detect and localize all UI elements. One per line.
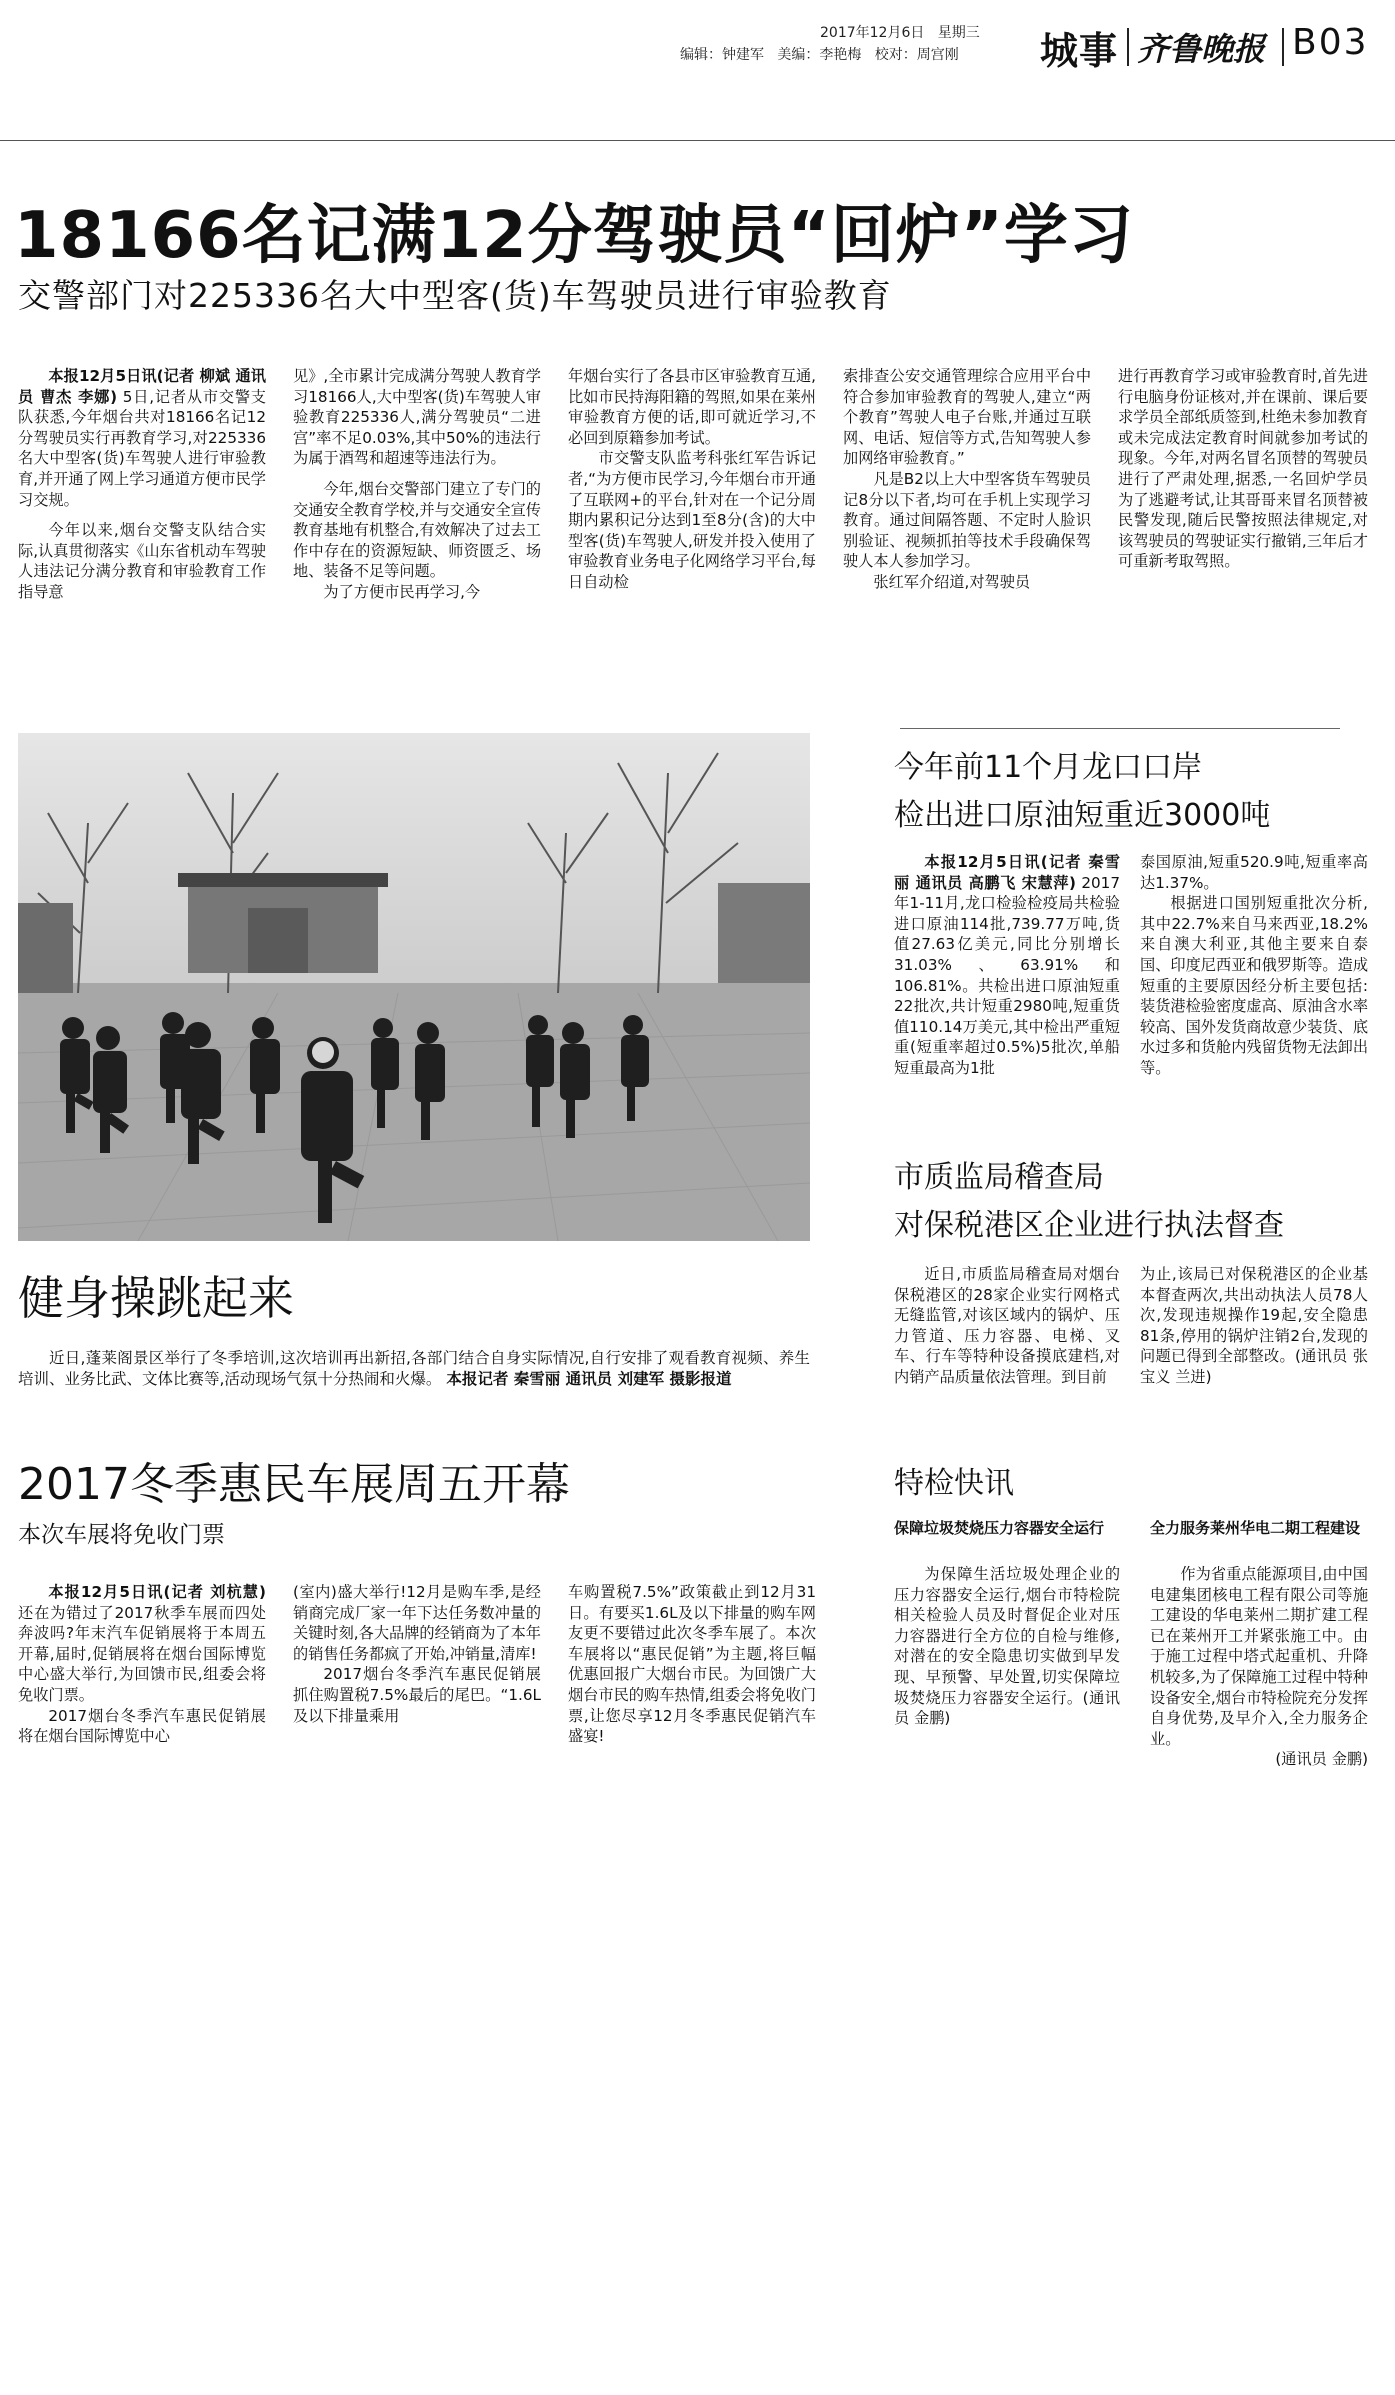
lead-col-3: [568, 366, 816, 686]
lead-text-2c: 为了方便市民再学习,今: [323, 582, 481, 601]
car-text-1: 还在为错过了2017秋季车展而四处奔波吗?年末汽车促销展将于本周五开幕,届时,促销展将在烟台国际博览中心盛大举行,为回馈市民,组委会将免收门票。: [18, 1603, 266, 1704]
tejian-item-2-body: 作为省重点能源项目,由中国电建集团核电工程有限公司等施工建设的华电莱州二期扩建工程已在莱州开工并紧张施工中。由于施工过程中塔式起重机、升降机较多,为了保障施工过程中特种设备安全,烟台市特检院充分发挥自身优势,及早介入,全力服务企业。: [1150, 1565, 1368, 1748]
lead-byline: 本报12月5日讯(记者 柳斌 通讯员 曹杰 李娜): [18, 367, 266, 406]
editor: 编辑：钟建军: [680, 47, 764, 63]
art-editor: 美编：李艳梅: [777, 47, 862, 63]
car-col-2: [293, 1582, 541, 1812]
crude-text-2b: 根据进口国别短重批次分析,其中22.7%来自马来西亚,18.2%来自澳大利亚,其他主要来自泰国、印度尼西亚和俄罗斯等。造成短重的主要原因经分析主要包括:装货港检验密度虚高、原油含水率较高、国外发货商故意少装货、底水过多和货舱内残留货物无法卸出等。: [1140, 894, 1368, 1077]
tejian-item-1-body: 为保障生活垃圾处理企业的压力容器安全运行,烟台市特检院相关检验人员及时督促企业对压力容器进行全方位的自检与维修,对潜在的安全隐患切实做到早发现、早预警、早处置,切实保障垃圾焚烧压力容器安全运行。(通讯员 金鹏): [894, 1565, 1120, 1728]
crude-text-2: 泰国原油,短重520.9吨,短重率高达1.37%。: [1140, 853, 1368, 892]
paper-logo: 齐鲁晚报: [1137, 30, 1266, 68]
lead-col-1: [18, 366, 266, 686]
car-col-3: [568, 1582, 816, 1812]
quality-text-2: 为止,该局已对保税港区的企业基本督查两次,共出动执法人员78人次,发现违规操作19起,安全隐患81条,停用的锅炉注销2台,发现的问题已得到全部整改。(通讯员 张宝义 兰进): [1140, 1265, 1368, 1386]
lead-col-5: [1118, 366, 1368, 686]
tejian-item-1-title: 保障垃圾焚烧压力容器安全运行: [894, 1519, 1105, 1537]
weekday: 星期三: [937, 25, 980, 41]
staff-credits: [680, 46, 959, 64]
lead-text-1b: 今年以来,烟台交警支队结合实际,认真贯彻落实《山东省机动车驾驶人违法记分满分教育和审验教育工作指导意: [18, 521, 266, 601]
date: 2017年12月6日: [820, 25, 925, 41]
crude-text-1: 2017年1-11月,龙口检验检疫局共检验进口原油114批,739.77万吨,货值27.63亿美元,同比分别增长31.03%、63.91%和106.81%。共检出进口原油短重22批次,共计短重2980吨,短重货值110.14万美元,其中检出严重短重(短重率超过0.5%)5批次,单船短重最高为1批: [894, 873, 1120, 1077]
crude-headline-2: 检出进口原油短重近3000吨: [894, 798, 1271, 833]
tejian-item-2-credit: (通讯员 金鹏): [1275, 1750, 1368, 1769]
lead-text-3: 年烟台实行了各县市区审验教育互通,比如市民持海阳籍的驾照,如果在莱州审验教育方便的话,即可就近学习,不必回到原籍参加考试。: [568, 367, 816, 447]
car-subhead: 本次车展将免收门票: [18, 1522, 225, 1548]
quality-headline-1: 市质监局稽查局: [894, 1160, 1104, 1195]
lead-col-4: [843, 366, 1091, 686]
tejian-section-title: 特检快讯: [894, 1466, 1014, 1501]
crude-headline-1: 今年前11个月龙口口岸: [894, 750, 1203, 785]
issue-date: [820, 24, 980, 42]
lead-text-4b: 凡是B2以上大中型客货车驾驶员记8分以下者,均可在手机上实现学习教育。通过间隔答题、不定时人脸识别验证、视频抓拍等技术手段确保驾驶人本人参加学习。: [843, 469, 1091, 571]
car-col-1: [18, 1582, 266, 1812]
crude-col-2: [1140, 852, 1368, 1142]
lead-text-2b: 今年,烟台交警部门建立了专门的交通安全教育学校,并与交通安全宣传教育基地有机整合,有效解决了过去工作中存在的资源短缺、师资匮乏、场地、装备不足等问题。: [293, 479, 541, 581]
car-text-2: (室内)盛大举行!12月是购车季,是经销商完成厂家一年下达任务数冲量的关键时刻,各大品牌的经销商为了本年的销售任务都疯了开始,冲销量,清库!: [293, 1583, 541, 1663]
proofreader: 校对：周宫刚: [874, 47, 959, 63]
quality-headline-2: 对保税港区企业进行执法督查: [894, 1208, 1284, 1243]
quality-col-2: [1140, 1264, 1368, 1436]
lead-text-5: 进行再教育学习或审验教育时,首先进行电脑身份证核对,并在课前、课后要求学员全部纸质签到,杜绝未参加教育或未完成法定教育时间就参加考试的现象。今年,对两名冒名顶替的驾驶员进行了严肃处理,据悉,一名回炉学员为了逃避考试,让其哥哥来冒名顶替被民警发现,随后民警按照法律规定,对该驾驶员的驾驶证实行撤销,三年后才可重新考取驾照。: [1118, 367, 1368, 571]
tejian-item-2-title: 全力服务莱州华电二期工程建设: [1150, 1519, 1361, 1537]
lead-text-2: 见》,全市累计完成满分驾驶人教育学习18166人,大中型客(货)车驾驶人审验教育225336人,满分驾驶员“二进宫”率不足0.03%,其中50%的违法行为属于酒驾和超速等违法行为。: [293, 367, 541, 468]
photo-headline: 健身操跳起来: [18, 1271, 294, 1325]
car-headline: 2017冬季惠民车展周五开幕: [18, 1459, 570, 1510]
quality-text-1: 近日,市质监局稽查局对烟台保税港区的28家企业实行网格式无缝监管,对该区域内的锅炉、压力管道、压力容器、电梯、叉车、行车等特种设备摸底建档,对内销产品质量依法管理。到目前: [894, 1265, 1120, 1386]
photo-credit: 本报记者 秦雪丽 通讯员 刘建军 摄影报道: [446, 1370, 732, 1388]
crude-col-1: [894, 852, 1120, 1142]
lead-text-4: 索排查公安交通管理综合应用平台中符合参加审验教育的驾驶人,建立“两个教育”驾驶人电子台账,并通过互联网、电话、短信等方式,告知驾驶人参加网络审验教育。”: [843, 367, 1091, 468]
lead-text-1: 5日,记者从市交警支队获悉,今年烟台共对18166名记12分驾驶员实行再教育学习,对225336名大中型客(货)车驾驶人进行审验教育,并开通了网上学习通道方便市民学习交规。: [18, 387, 266, 509]
page-number: B03: [1292, 22, 1369, 63]
car-text-1b: 2017烟台冬季汽车惠民促销展将在烟台国际博览中心: [18, 1706, 266, 1746]
quality-col-1: [894, 1264, 1120, 1436]
lead-col-2: [293, 366, 541, 686]
car-byline: 本报12月5日讯(记者 刘杭慧): [48, 1583, 266, 1601]
lead-headline: 18166名记满12分驾驶员“回炉”学习: [14, 199, 1134, 273]
tejian-item-2: [1150, 1564, 1368, 1814]
exercise-photo: [18, 733, 810, 1241]
crude-byline: 本报12月5日讯(记者 秦雪丽 通讯员 高鹏飞 宋慧萍): [894, 853, 1120, 892]
car-text-2b: 2017烟台冬季汽车惠民促销展抓住购置税7.5%最后的尾巴。“1.6L及以下排量乘用: [293, 1665, 541, 1725]
tejian-item-1: [894, 1564, 1120, 1804]
lead-text-3b: 市交警支队监考科张红军告诉记者,“为方便市民学习,今年烟台市开通了互联网+的平台,针对在一个记分周期内累积记分达到1至8分(含)的大中型客(货)车驾驶人,研发并投入使用了审验教育业务电子化网络学习平台,每日自动检: [568, 449, 816, 591]
photo-caption: 近日,蓬莱阁景区举行了冬季培训,这次培训再出新招,各部门结合自身实际情况,自行安排了观看教育视频、养生培训、业务比武、文体比赛等,活动现场气氛十分热闹和火爆。: [18, 1349, 810, 1388]
news-photo: [18, 733, 810, 1241]
car-text-3: 车购置税7.5%”政策截止到12月31日。有要买1.6L及以下排量的购车网友更不要错过此次冬季车展了。本次车展将以“惠民促销”为主题,将巨幅优惠回报广大烟台市民。为回馈广大烟台市民的购车热情,组委会将免收门票,让您尽享12月冬季惠民促销汽车盛宴!: [568, 1583, 816, 1746]
section-title: 城事: [1040, 29, 1119, 73]
lead-text-4c: 张红军介绍道,对驾驶员: [873, 572, 1031, 591]
lead-subhead: 交警部门对225336名大中型客(货)车驾驶员进行审验教育: [18, 276, 892, 315]
photo-caption-block: [18, 1348, 810, 1412]
